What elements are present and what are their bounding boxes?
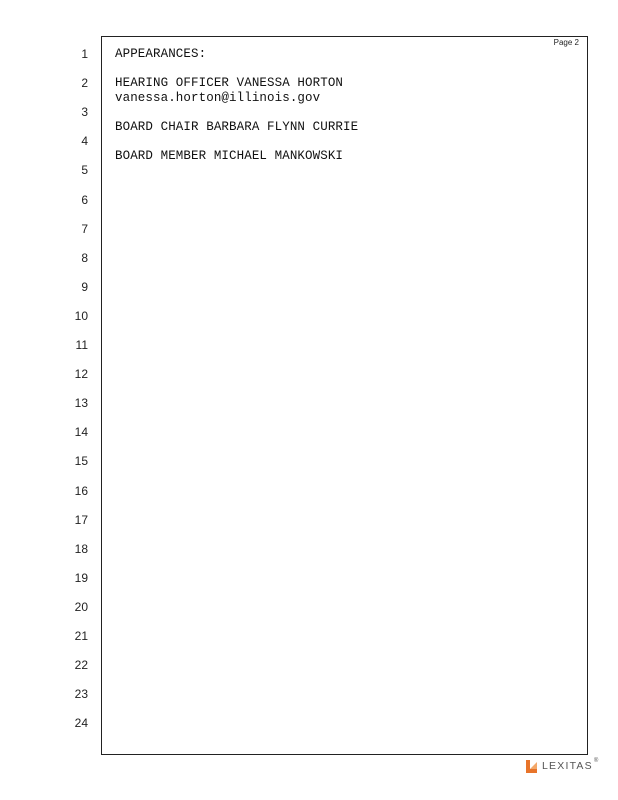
line-number: 4 [81,134,88,149]
line-number: 13 [74,396,88,411]
hearing-officer-line: HEARING OFFICER VANESSA HORTON [115,76,344,90]
board-chair-line: BOARD CHAIR BARBARA FLYNN CURRIE [115,120,359,134]
line-number: 19 [74,570,88,585]
board-member-line: BOARD MEMBER MICHAEL MANKOWSKI [115,149,344,163]
line-number: 2 [81,76,88,91]
line-number: 14 [74,425,88,440]
appearances-heading: APPEARANCES: [115,47,207,61]
line-number: 1 [81,47,88,61]
line-number: 7 [81,221,88,236]
lexitas-logo-icon [525,758,539,774]
hearing-officer-email: vanessa.horton@illinois.gov [115,91,321,105]
line-number: 18 [74,541,88,556]
line-number: 22 [74,658,88,673]
line-number: 11 [75,338,88,352]
line-number: 5 [81,163,88,178]
line-number: 15 [74,454,88,469]
line-number: 10 [74,308,88,323]
line-number: 16 [74,483,88,498]
line-number: 8 [81,250,88,265]
transcript-page-frame [101,36,588,755]
logo-trademark: ® [593,758,599,764]
line-number: 23 [74,687,88,702]
line-number: 9 [81,279,88,294]
line-number: 12 [74,367,88,382]
line-number: 20 [74,599,88,614]
line-number: 21 [74,629,88,643]
lexitas-logo-text: LEXITAS [542,760,593,772]
lexitas-logo [525,758,598,774]
line-number: 24 [74,716,88,731]
line-number: 3 [81,105,88,120]
page-number: Page 2 [553,38,579,47]
line-number: 6 [81,192,88,207]
line-number: 17 [74,512,88,527]
